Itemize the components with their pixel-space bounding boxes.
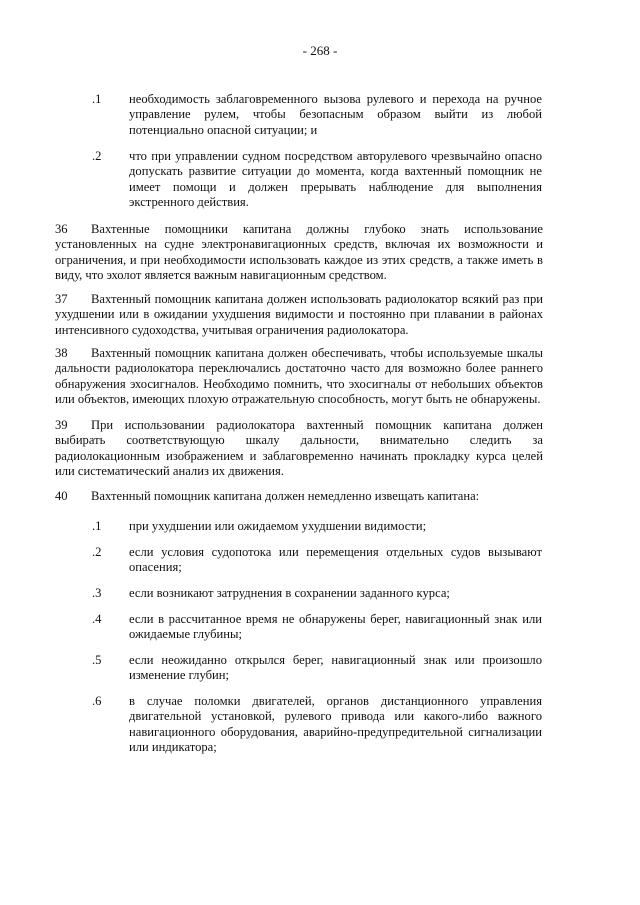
paragraph-39	[55, 418, 543, 479]
paragraph-text: При использовании радиолокатора вахтенный помощник капитана должен выбирать соответствующую шкалу дальности, внимательно следить за радиолокационным изображением и заблаговременно начинать прокладку курса целей или систематический анализ их движения.	[55, 418, 543, 478]
subitem-text: в случае поломки двигателей, органов дистанционного управления двигательной установкой, рулевого привода или какого-либо важного навигационного оборудования, аварийно-предупредительной сигнализации или индикатора;	[129, 694, 542, 754]
subitem-number: .1	[92, 92, 102, 106]
subitem-number: .2	[92, 545, 102, 559]
subitem-text: если неожиданно открылся берег, навигационный знак или произошло изменение глубин;	[129, 653, 542, 683]
subitem-40-3	[64, 586, 542, 601]
subitem-number: .4	[92, 612, 102, 626]
subitem-40-1	[64, 519, 542, 534]
subitem-number: .2	[92, 149, 102, 163]
paragraph-text: Вахтенный помощник капитана должен немедленно извещать капитана:	[91, 489, 480, 503]
subitem-40-4	[64, 612, 542, 643]
subitem-text: необходимость заблаговременного вызова рулевого и перехода на ручное управление рулем, чтобы безопасным образом выйти из любой потенциально опасной ситуации; и	[129, 92, 542, 137]
paragraph-number: 39	[55, 418, 68, 432]
subitem-number: .5	[92, 653, 102, 667]
subitem-text: если возникают затруднения в сохранении заданного курса;	[129, 586, 450, 600]
paragraph-text: Вахтенный помощник капитана должен использовать радиолокатор всякий раз при ухудшении или в ожидании ухудшения видимости и постоянно при плавании в районах интенсивного судоходства, учитывая ограничения радиолокатора.	[55, 292, 543, 337]
paragraph-number: 38	[55, 346, 68, 360]
subitem-40-2	[64, 545, 542, 576]
subitem-number: .1	[92, 519, 102, 533]
subitem-text: что при управлении судном посредством авторулевого чрезвычайно опасно допускать развитие ситуации до момента, когда вахтенный помощник не имеет помощи и должен прерывать наблюдение для выполнения экстренного действия.	[129, 149, 542, 209]
subitem-text: при ухудшении или ожидаемом ухудшении видимости;	[129, 519, 427, 533]
subitem-text: если условия судопотока или перемещения отдельных судов вызывают опасения;	[129, 545, 542, 575]
subitem-40-6	[64, 694, 542, 755]
subitem-top-1	[64, 92, 542, 138]
paragraph-number: 40	[55, 489, 68, 503]
paragraph-number: 37	[55, 292, 68, 306]
subitem-text: если в рассчитанное время не обнаружены берег, навигационный знак или ожидаемые глубины;	[129, 612, 542, 642]
paragraph-36	[55, 222, 543, 283]
paragraph-40	[55, 489, 543, 504]
paragraph-38	[55, 346, 543, 407]
paragraph-text: Вахтенные помощники капитана должны глубоко знать использование установленных на судне электронавигационных средств, включая их возможности и ограничения, и при необходимости использовать каждое из этих средств, а также иметь в виду, что эхолот является важным навигационным средством.	[55, 222, 543, 282]
subitem-number: .6	[92, 694, 102, 708]
paragraph-number: 36	[55, 222, 68, 236]
subitem-top-2	[64, 149, 542, 210]
paragraph-text: Вахтенный помощник капитана должен обеспечивать, чтобы используемые шкалы дальности радиолокатора переключались достаточно часто для возможно более раннего обнаружения эхосигналов. Необходимо помнить, что эхосигналы от небольших объектов или объектов, имеющих плохую отражательную способность, могут быть не обнаружены.	[55, 346, 543, 406]
paragraph-37	[55, 292, 543, 338]
page-number: - 268 -	[302, 43, 338, 58]
subitem-40-5	[64, 653, 542, 684]
subitem-number: .3	[92, 586, 102, 600]
